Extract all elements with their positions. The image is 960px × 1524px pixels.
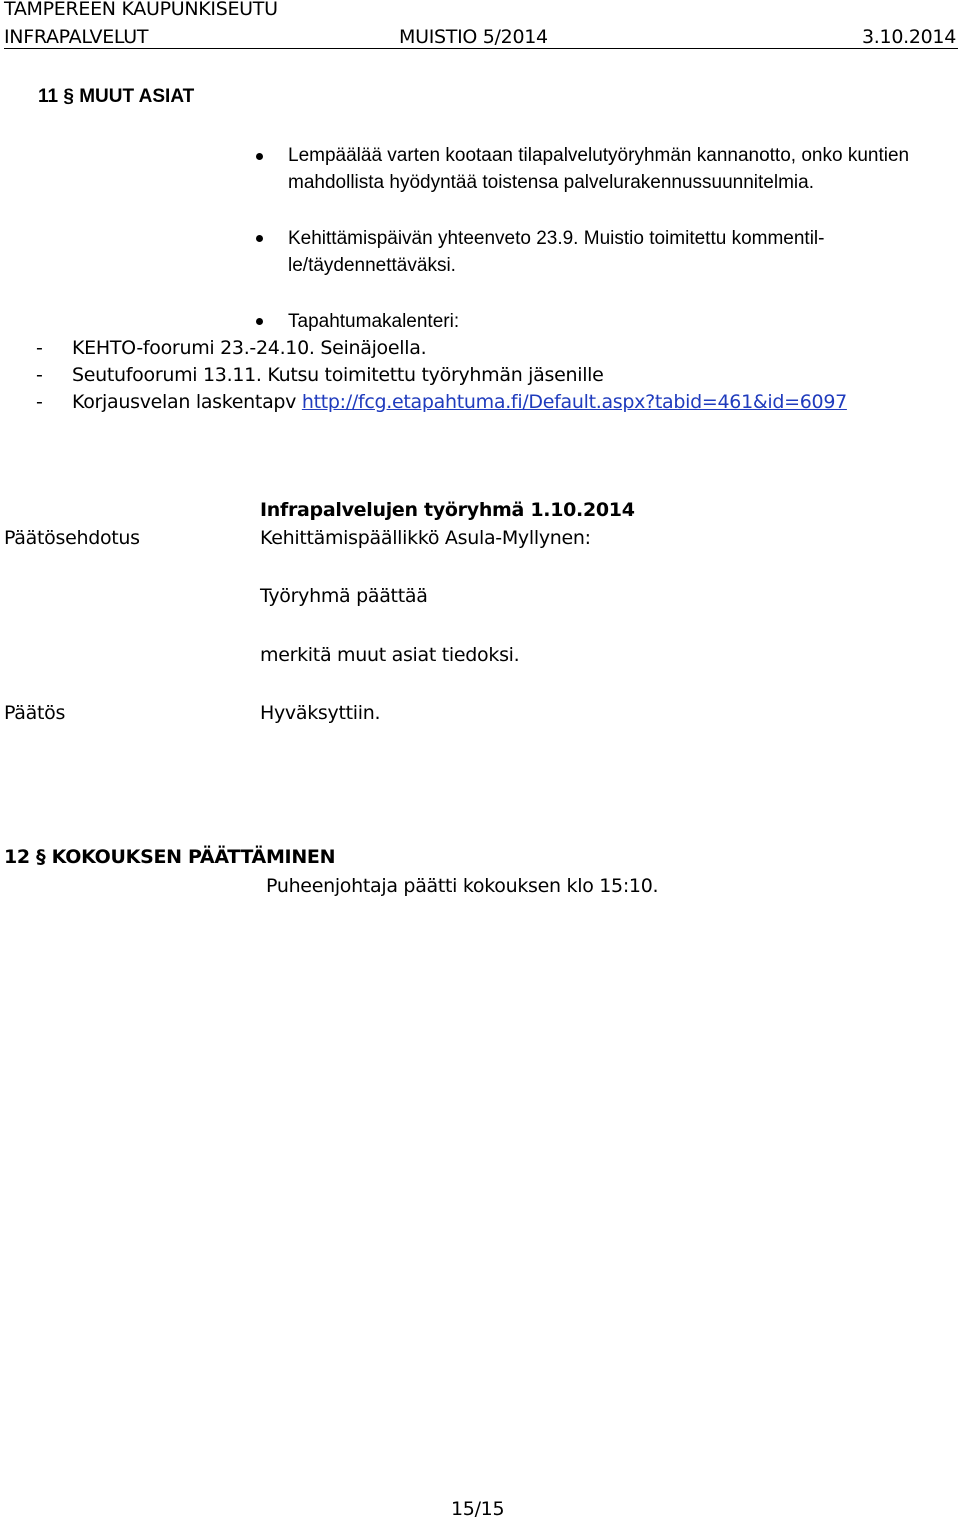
- event-item-korjausvelka-label: Korjausvelan laskentapv: [72, 391, 302, 413]
- bullet-1-line-2: mahdollista hyödyntää toistensa palvelurakennussuunnitelmia.: [288, 172, 814, 193]
- bullet-icon: [256, 153, 263, 160]
- proposal-intro: Työryhmä päättää: [260, 585, 428, 607]
- dash-marker: -: [36, 391, 43, 413]
- page-number: 15/15: [451, 1498, 505, 1520]
- bullet-3-line-1: Tapahtumakalenteri:: [288, 311, 460, 332]
- dash-marker: -: [36, 364, 43, 386]
- bullet-2-line-2: le/täydennettäväksi.: [288, 255, 456, 276]
- header-document-number: MUISTIO 5/2014: [399, 26, 548, 48]
- bullet-2-line-1: Kehittämispäivän yhteenveto 23.9. Muistio toimitettu kommentil-: [288, 228, 825, 249]
- decision-label: Päätös: [4, 702, 66, 724]
- bullet-icon: [256, 318, 263, 325]
- bullet-icon: [256, 235, 263, 242]
- decision-text: Hyväksyttiin.: [260, 702, 381, 724]
- header-rule: [4, 48, 958, 49]
- proposal-text: merkitä muut asiat tiedoksi.: [260, 644, 520, 666]
- dash-marker: -: [36, 337, 43, 359]
- event-item-kehto: KEHTO-foorumi 23.-24.10. Seinäjoella.: [72, 337, 427, 359]
- section-12-title: 12 § KOKOUKSEN PÄÄTTÄMINEN: [4, 846, 336, 868]
- header-organization: TAMPEREEN KAUPUNKISEUTU: [4, 0, 278, 20]
- section-11-title: 11 § MUUT ASIAT: [38, 86, 195, 107]
- event-link[interactable]: http://fcg.etapahtuma.fi/Default.aspx?tabid=461&id=6097: [301, 391, 847, 413]
- bullet-1-line-1: Lempäälää varten kootaan tilapalvelutyöryhmän kannanotto, onko kuntien: [288, 145, 910, 166]
- header-date: 3.10.2014: [862, 26, 956, 48]
- event-item-korjausvelka: [72, 391, 847, 413]
- proposer: Kehittämispäällikkö Asula-Myllynen:: [260, 527, 591, 549]
- group-heading: Infrapalvelujen työryhmä 1.10.2014: [260, 499, 635, 521]
- event-item-seutufoorumi: Seutufoorumi 13.11. Kutsu toimitettu työryhmän jäsenille: [72, 364, 604, 386]
- header-department: INFRAPALVELUT: [4, 26, 149, 48]
- closing-text: Puheenjohtaja päätti kokouksen klo 15:10.: [266, 875, 659, 897]
- proposal-label: Päätösehdotus: [4, 527, 140, 549]
